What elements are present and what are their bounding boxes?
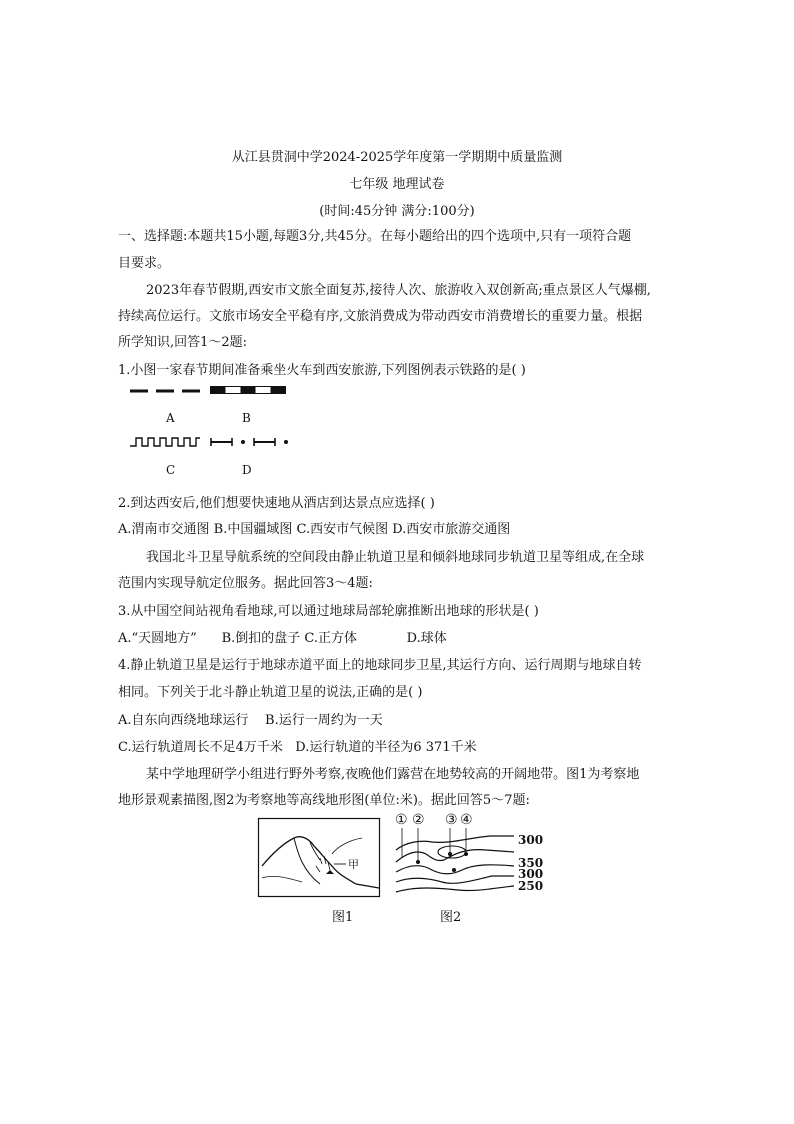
legend-label-a: A (166, 411, 175, 425)
figure-1-caption: 图1 (332, 910, 354, 925)
question-2-options: A.渭南市交通图 B.中国疆域图 C.西安市气候图 D.西安市旅游交通图 (118, 522, 511, 537)
passage-3-line-2: 地形景观素描图,图2为考察地等高线地形图(单位:米)。据此回答5～7题: (118, 793, 530, 808)
legend-label-d: D (242, 463, 252, 477)
legend-symbol-d (210, 436, 290, 448)
contour-label-250: 250 (518, 879, 544, 893)
passage-3-line-1: 某中学地理研学小组进行野外考察,夜晚他们露营在地势较高的开阔地带。图1为考察地 (146, 767, 640, 782)
fig2-marker-3: ③ (445, 812, 458, 828)
passage-1-line-1: 2023年春节假期,西安市文旅全面复苏,接待人次、旅游收入双创新高;重点景区人气爆棚, (146, 283, 651, 298)
contour-label-300-bottom: 300 (518, 867, 544, 881)
legend-label-b: B (242, 411, 251, 425)
figure-1-label-jia: 甲 (348, 858, 359, 871)
passage-2-line-1: 我国北斗卫星导航系统的空间段由静止轨道卫星和倾斜地球同步轨道卫星等组成,在全球 (146, 550, 645, 565)
exam-subtitle: 七年级 地理试卷 (349, 177, 445, 192)
figure-1-landscape-sketch (258, 818, 380, 898)
fig2-marker-1: ① (395, 812, 408, 828)
passage-1-line-3: 所学知识,回答1～2题: (118, 335, 248, 350)
passage-2-line-2: 范围内实现导航定位服务。据此回答3～4题: (118, 576, 373, 591)
question-3-options: A.“天圆地方” B.倒扣的盘子 C.正方体 D.球体 (118, 631, 447, 646)
exam-time-score: (时间:45分钟 满分:100分) (319, 204, 475, 219)
question-2: 2.到达西安后,他们想要快速地从酒店到达景点应选择( ) (118, 496, 435, 511)
section-instruction-cont: 目要求。 (118, 256, 171, 271)
question-1: 1.小图一家春节期间准备乘坐火车到西安旅游,下列图例表示铁路的是( ) (118, 363, 526, 378)
legend-symbol-a (130, 386, 200, 396)
question-3: 3.从中国空间站视角看地球,可以通过地球局部轮廓推断出地球的形状是( ) (118, 604, 539, 619)
contour-label-350: 350 (518, 856, 544, 870)
legend-symbol-c (130, 436, 200, 448)
question-4-options-1: A.自东向西绕地球运行 B.运行一周约为一天 (118, 713, 383, 728)
legend-label-c: C (166, 463, 176, 477)
fig2-marker-2: ② (412, 812, 425, 828)
passage-1-line-2: 持续高位运行。文旅市场安全平稳有序,文旅消费成为带动西安市消费增长的重要力量。根据 (118, 309, 643, 324)
fig2-marker-4: ④ (460, 812, 473, 828)
legend-symbol-b (210, 385, 286, 397)
exam-title: 从江县贯洞中学2024-2025学年度第一学期期中质量监测 (231, 150, 563, 165)
question-4-cont: 相同。下列关于北斗静止轨道卫星的说法,正确的是( ) (118, 685, 423, 700)
question-4: 4.静止轨道卫星是运行于地球赤道平面上的地球同步卫星,其运行方向、运行周期与地球自转 (118, 658, 642, 673)
contour-label-300-top: 300 (518, 833, 544, 847)
figure-2-contour-map (396, 828, 516, 896)
figure-2-caption: 图2 (440, 910, 462, 925)
section-instruction: 一、选择题:本题共15小题,每题3分,共45分。在每小题给出的四个选项中,只有一项符合题 (118, 229, 632, 244)
question-4-options-2: C.运行轨道周长不足4万千米 D.运行轨道的半径为6 371千米 (118, 740, 477, 755)
